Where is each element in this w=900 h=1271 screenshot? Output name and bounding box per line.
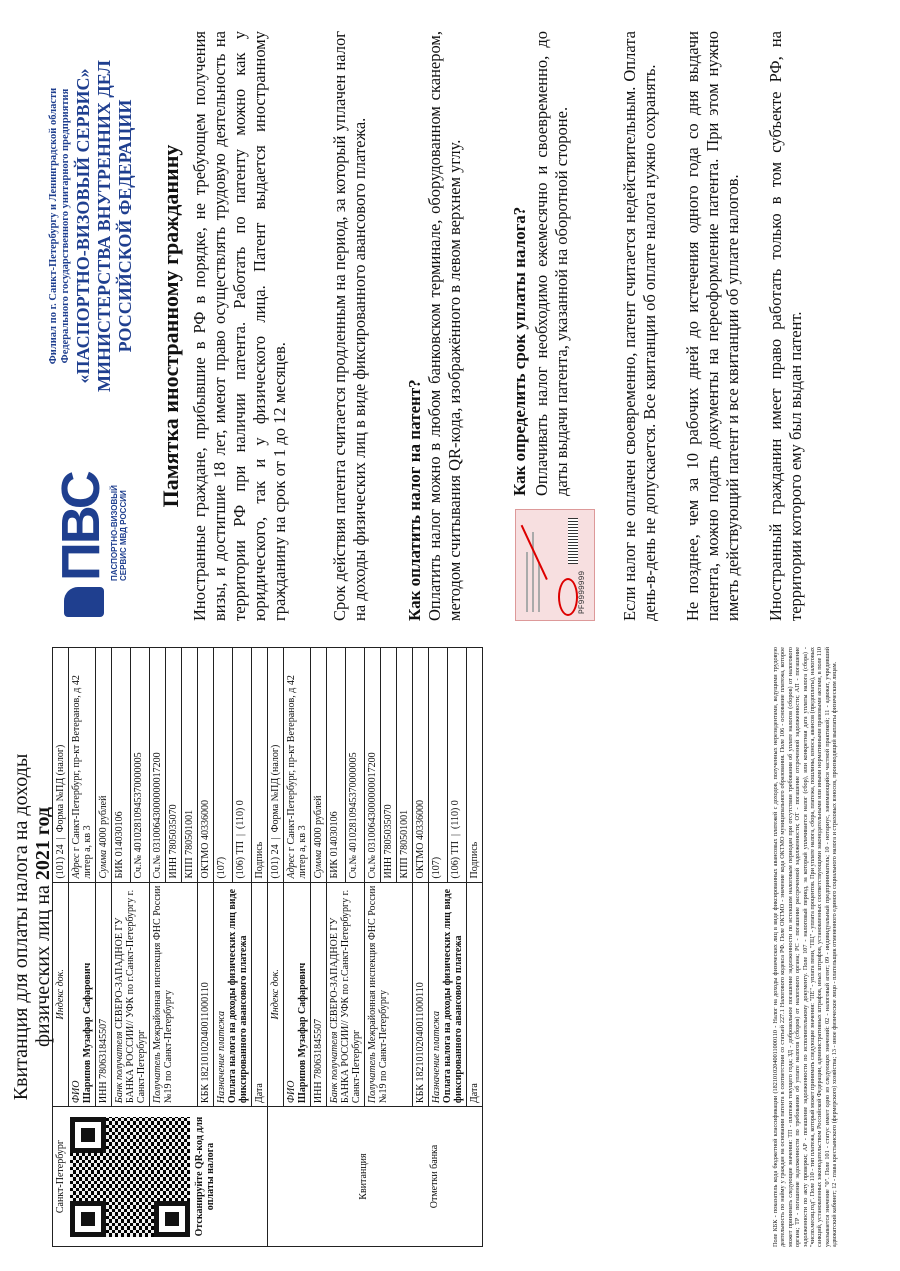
org-line3: «ПАСПОРТНО-ВИЗОВЫЙ СЕРВИС» xyxy=(73,68,93,384)
receipt-title xyxy=(10,647,54,1207)
sign-label-2: Подпись xyxy=(467,648,483,883)
recipient-value: Межрайонная инспекция ФНС России №19 по Санкт-Петербургу xyxy=(152,885,174,1104)
bank-value-2: СЕВЕРО-ЗАПАДНОЕ ГУ БАНКА РОССИИ// УФК по г.Санкт-Петербургу г. Санкт-Петербург xyxy=(329,889,362,1104)
index-label-2: Индекс док. xyxy=(270,969,281,1020)
sum-value-2: 4000 рублей xyxy=(313,795,324,848)
memo-paragraph-4: Оплачивать налог необходимо ежемесячно и своевременно, до даты выдачи патента, указанной на оборотной стороне. xyxy=(532,31,571,496)
receipt-city: Санкт-Петербург xyxy=(55,1139,66,1214)
purpose-value-2: Оплата налога на доходы физических лиц виде фиксированного авансового платежа xyxy=(442,888,464,1104)
payer-inn-2: ИНН 780631845507 xyxy=(311,882,327,1107)
sum-label-2: Сумма xyxy=(313,849,324,879)
qr-code-icon[interactable] xyxy=(70,1117,190,1237)
org-line5: РОССИЙСКОЙ ФЕДЕРАЦИИ xyxy=(115,99,135,353)
code-106-2: (106) ТП xyxy=(450,841,461,879)
org-line1: Филиал по г. Санкт-Петербургу и Ленинградской области xyxy=(48,87,59,365)
payer-inn: ИНН 780631845507 xyxy=(96,882,112,1107)
recipient-account: Сч.№ 03100643000000017200 xyxy=(150,648,166,883)
receipt-table: Санкт-Петербург Отсканируйте QR-код для оплаты налога Индекс док. (101) 24 | Форма №ПД (налог) ФИО Шарипов Музафар Сафарович Адрес г Санкт-Петербург, пр-кт Ветеранов, д 42 литер а, кв 3 ИНН 780631845507 Сумма 4000 рублей Банк получателя СЕВЕРО-ЗАПАДНОЕ ГУ БАНКА РОССИИ// УФК по г.Санкт-Петербургу г. Санкт-Петербург БИК 014030106 Сч.№ 40102810945370000005 Получатель Межрайонная инспекция ФНС России №19 по Санкт-Петербургу Сч.№ 03100643000000017200 ИНН 7805035070 КПП 780501001 КБК 18210102040011000110 ОКТМО 40336000 Назначение платежа Оплата налога на доходы физических лиц виде фиксированного авансового платежа (107) (106) ТП | (110) 0 Дата Подпись Квитанция Отметки банка Индекс док. (101) 24 | Форма №ПД (налог) ФИО Шарипов Музафар Сафарович Адрес г Санкт-Петербург, пр-кт Ветеранов, д 42 литер а, кв 3 ИНН 780631845507 Сумма 4000 рублей Банк получателя СЕВЕРО-ЗАПАДНОЕ ГУ БАНКА РОССИИ// УФК по г.Санкт-Петербургу г. Санкт-Петербург БИК 014030106 Сч.№ 40102810945370000005 Получатель Межрайонная инспекция ФНС России №19 по Санкт-Петербургу Сч.№ 03100643000000017200 ИНН 7805035070 КПП 780501001 КБК 18210102040011000110 ОКТМО 40336000 Назначение платежа Оплата налога на доходы физических лиц виде фиксированного авансового платежа (107) (106) ТП | (110) 0 Дата Подпись xyxy=(52,647,483,1247)
memo-paragraph-6: Не позднее, чем за 10 рабочих дней до истечения одного года со дня выдачи патента, можно подать документы на переоформление патента. При этом нужно иметь действующий патент и все квитанции об уплате налогов. xyxy=(683,31,742,621)
date-label: Дата xyxy=(252,882,268,1107)
arrow-icon xyxy=(521,525,548,580)
form-label: Форма №ПД (налог) xyxy=(55,744,66,833)
memo-paragraph-2: Срок действия патента считается продленным на период, за который уплачен налог на доходы физических лиц в виде фиксированного авансового платежа. xyxy=(330,31,369,621)
fio-label-2: ФИО xyxy=(286,1080,297,1104)
receipt-title-year: 2021 год xyxy=(32,806,54,881)
purpose-value: Оплата налога на доходы физических лиц виде фиксированного авансового платежа xyxy=(227,888,249,1104)
fio-value: Шарипов Музафар Сафарович xyxy=(82,962,93,1104)
recipient-label-2: Получатель xyxy=(367,1052,378,1104)
code-106: (106) ТП xyxy=(235,841,246,879)
org-line4: МИНИСТЕРСТВА ВНУТРЕННИХ ДЕЛ xyxy=(94,60,114,392)
sum-label: Сумма xyxy=(98,849,109,879)
code-107: (107) xyxy=(214,648,233,883)
memo-heading-deadline: Как определить срок уплаты налога? xyxy=(510,206,529,496)
pvs-logo-icon xyxy=(64,587,104,617)
recipient-value-2: Межрайонная инспекция ФНС России №19 по Санкт-Петербургу xyxy=(367,885,389,1104)
qr-cell xyxy=(53,1107,268,1247)
logo-subtitle: ПАСПОРТНО-ВИЗОВЫЙ СЕРВИС МВД РОССИИ xyxy=(110,485,128,581)
pvs-logo xyxy=(50,441,140,621)
oktmo-2: ОКТМО 40336000 xyxy=(413,648,429,883)
recipient-inn-2: ИНН 7805035070 xyxy=(381,648,397,883)
address-value-2: г Санкт-Петербург, пр-кт Ветеранов, д 42 литер а, кв 3 xyxy=(286,675,308,879)
receipt-title-line1: Квитанция для оплаты налога на доходы xyxy=(10,753,32,1101)
memo-paragraph-7: Иностранный гражданин имеет право работать только в том субъекте РФ, на территории которого ему был выдан патент. xyxy=(766,31,805,621)
fio-label: ФИО xyxy=(71,1080,82,1104)
code-110: (110) 0 xyxy=(235,800,246,830)
kpp-2: КПП 780501001 xyxy=(397,648,413,883)
address-label-2: Адрес xyxy=(286,853,297,879)
highlight-oval-icon xyxy=(558,578,578,616)
recipient-label: Получатель xyxy=(152,1052,163,1104)
scan-caption: Отсканируйте QR-код для оплаты налога xyxy=(194,1116,216,1237)
fio-value-2: Шарипов Музафар Сафарович xyxy=(297,962,308,1104)
bank-label: Банк получателя xyxy=(114,1031,125,1104)
bank-account-2: Сч.№ 40102810945370000005 xyxy=(346,648,365,883)
purpose-label-2: Назначение платежа xyxy=(431,1010,442,1104)
memo-paragraph-5: Если налог не оплачен своевременно, патент считается недействительным. Оплата день-в-день не допускается. Все квитанции об оплате налога нужно сохранять. xyxy=(620,31,659,621)
bik-2: БИК 014030106 xyxy=(327,648,346,883)
memo-title: Памятка иностранному гражданину xyxy=(158,144,183,508)
purpose-label: Назначение платежа xyxy=(216,1010,227,1104)
date-label-2: Дата xyxy=(467,882,483,1107)
kbk-2: КБК 18210102040011000110 xyxy=(413,882,429,1107)
card-number: PF9999999 xyxy=(578,570,587,614)
oktmo: ОКТМО 40336000 xyxy=(198,648,214,883)
address-value: г Санкт-Петербург, пр-кт Ветеранов, д 42 литер а, кв 3 xyxy=(71,675,93,879)
patent-card-image xyxy=(515,509,595,621)
form-label-2: Форма №ПД (налог) xyxy=(270,744,281,833)
sum-value: 4000 рублей xyxy=(98,795,109,848)
receipt-footnote: Поле КБК - показатель кода бюджетной классификации (18210102040011000110 - Налог на доходы физических лиц в виде фиксированных авансовых платежей с доходов, полученных нерезидентами, ведущими трудовую деятельность по найму у граждан на основании патента в соответствии со статьей 227.1 Налогового кодекса РФ. Поле ОКТМО - значение кода ОКТМО муниципального образования. Поле 106 - основание платежа, которое может принимать следующие значения: ТП - платежи текущего года; ЗД - добровольное погашение задолженности по истекшим налоговым периодам при отсутствии требования об уплате налогов (сборов) от налогового органа; ТР - погашение задолженности по требованию об уплате налогов (сборов) от налогового органа; РС - погашение рассроченной задолженности; ОТ - погашение отсроченной задолженности; АП - погашение задолженности по акту проверки; АР - погашение задолженности по исполнительному документу. Поле 107 - налоговый период, за который уплачивается налог (сбор), или конкретная дата уплаты налога (сбора) - "число.месяц.год". Поле 110 - тип платежа, который может принимать следующие значения: "ПЕ" - уплата пени, "ПЦ" - уплата процентов. При уплате налога, сбора, платежа, пошлины, взноса, авансов (предоплаты), налоговых санкций, установленных законодательством Российской Федерации, административных штрафов, иных штрафов, установленных соответствующими законодательными или иными нормативными правовыми актами, в поле 110 указывается значение "0". Поле 101 - статус имеет одно из следующих значений: 02 - налоговый агент; 09 - индивидуальный предприниматель; 10 - нотариус, занимающийся частной практикой; 11 - адвокат, учредивший адвокатский кабинет; 12 - глава крестьянского (фермерского) хозяйства; 13 - иное физическое лицо - плательщик отмененного единого социального налога и страховых взносов, производящий выплаты физическим лицам. xyxy=(772,647,839,1247)
code-101-2: (101) 24 xyxy=(270,844,281,879)
recipient-inn: ИНН 7805035070 xyxy=(166,648,182,883)
organization-header xyxy=(48,31,135,421)
org-line2: Федерального государственного унитарного предприятия xyxy=(60,88,71,364)
bik: БИК 014030106 xyxy=(112,648,131,883)
bank-account: Сч.№ 40102810945370000005 xyxy=(131,648,150,883)
sign-label: Подпись xyxy=(252,648,268,883)
bank-marks-label: Отметки банка xyxy=(429,1144,440,1209)
tax-receipt xyxy=(10,647,872,1247)
index-label: Индекс док. xyxy=(55,969,66,1020)
memo xyxy=(40,31,880,621)
memo-paragraph-1: Иностранные граждане, прибывшие в РФ в порядке, не требующем получения визы, и достигшие 18 лет, имеют право осуществлять трудовую деятельность на территории РФ при наличии патента. Работать по патенту можно как у юридического, так и у физического лица. Патент выдается иностранному гражданину на срок от 1 до 12 месяцев. xyxy=(190,31,289,621)
kbk: КБК 18210102040011000110 xyxy=(198,882,214,1107)
bank-value: СЕВЕРО-ЗАПАДНОЕ ГУ БАНКА РОССИИ// УФК по г.Санкт-Петербургу г. Санкт-Петербург xyxy=(114,889,147,1104)
address-label: Адрес xyxy=(71,853,82,879)
memo-paragraph-3: Оплатить налог можно в любом банковском терминале, оборудованном сканером, методом считывания QR-кода, изображённого в левом верхнем углу. xyxy=(425,31,464,621)
code-101: (101) 24 xyxy=(55,844,66,879)
memo-heading-pay: Как оплатить налог на патент? xyxy=(405,379,424,621)
logo-text: ПВС xyxy=(51,472,111,581)
kpp: КПП 780501001 xyxy=(182,648,198,883)
code-107-2: (107) xyxy=(429,648,448,883)
kvitanciya-label: Квитанция xyxy=(358,1153,369,1200)
barcode-icon xyxy=(568,518,578,564)
code-110-2: (110) 0 xyxy=(450,800,461,830)
receipt-title-line2: физических лиц на xyxy=(32,885,54,1048)
recipient-account-2: Сч.№ 03100643000000017200 xyxy=(365,648,381,883)
bank-label-2: Банк получателя xyxy=(329,1031,340,1104)
